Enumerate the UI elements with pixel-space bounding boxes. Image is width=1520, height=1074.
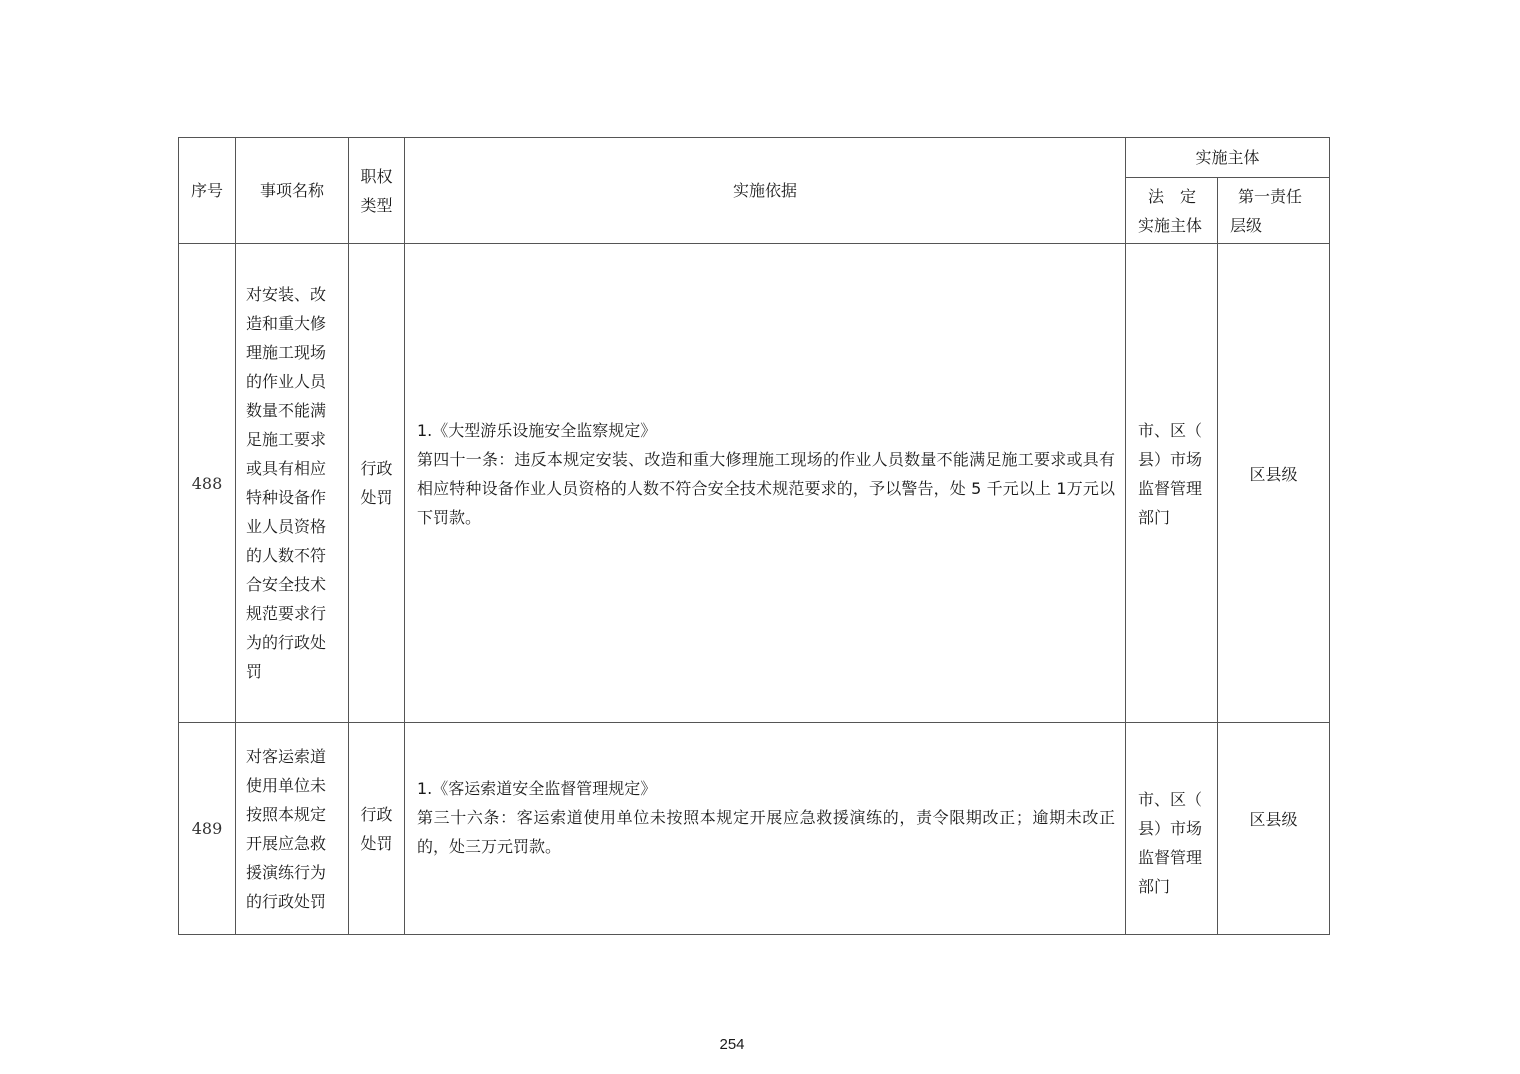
legal-line: 监督管理	[1138, 847, 1203, 867]
page-number: 254	[719, 1036, 745, 1053]
header-seq: 序号	[179, 138, 236, 244]
legal-line: 监督管理	[1138, 479, 1203, 498]
legal-line: 县）市场	[1138, 818, 1203, 838]
legal-line: 市、区（	[1138, 789, 1203, 809]
header-level-line1: 第一责任	[1238, 186, 1303, 206]
name-line: 按照本规定	[246, 804, 327, 824]
name-line: 合安全技术	[246, 575, 327, 594]
header-basis: 实施依据	[405, 138, 1126, 244]
row-seq: 489	[179, 723, 236, 935]
row-power-type	[349, 244, 405, 723]
row-basis	[405, 244, 1126, 723]
type-line: 处罚	[360, 488, 393, 507]
basis-title: 1.《客运索道安全监督管理规定》	[417, 779, 657, 798]
row-basis	[405, 723, 1126, 935]
legal-line: 县）市场	[1138, 450, 1203, 469]
name-line: 的作业人员	[246, 372, 327, 391]
header-legal-subject	[1126, 178, 1218, 244]
name-line: 罚	[246, 662, 263, 681]
basis-title: 1.《大型游乐设施安全监察规定》	[417, 421, 657, 440]
header-legal-subject-line1: 法 定	[1148, 186, 1197, 206]
header-power-type-line2: 类型	[360, 195, 393, 215]
name-line: 对安装、改	[246, 285, 327, 304]
name-line: 足施工要求	[246, 430, 327, 449]
row-power-type	[349, 723, 405, 935]
row-legal-subject	[1126, 244, 1218, 723]
type-line: 行政	[360, 804, 393, 824]
table-row	[179, 723, 1330, 935]
header-row-1	[179, 138, 1330, 178]
basis-text: 第四十一条：违反本规定安装、改造和重大修理施工现场的作业人员数量不能满足施工要求或具有相应特种设备作业人员资格的人数不符合安全技术规范要求的，予以警告，处 5 千元以上 1万元以下罚款。	[417, 450, 1115, 527]
name-line: 援演练行为	[246, 862, 327, 882]
header-subject-group: 实施主体	[1126, 138, 1330, 178]
header-power-type-line1: 职权	[360, 166, 393, 186]
row-legal-subject	[1126, 723, 1218, 935]
name-line: 或具有相应	[246, 459, 327, 478]
legal-line: 市、区（	[1138, 421, 1203, 440]
header-power-type	[349, 138, 405, 244]
row-seq: 488	[179, 244, 236, 723]
row-responsibility-level: 区县级	[1218, 723, 1330, 935]
name-line: 造和重大修	[246, 314, 327, 333]
legal-line: 部门	[1138, 508, 1171, 527]
basis-text: 第三十六条：客运索道使用单位未按照本规定开展应急救援演练的，责令限期改正；逾期未改正的，处三万元罚款。	[417, 808, 1115, 856]
name-line: 的行政处罚	[246, 891, 327, 911]
name-line: 开展应急救	[246, 833, 327, 853]
header-item-name: 事项名称	[236, 138, 349, 244]
table-row	[179, 244, 1330, 723]
name-line: 为的行政处	[246, 633, 327, 652]
name-line: 规范要求行	[246, 604, 327, 623]
name-line: 理施工现场	[246, 343, 327, 362]
name-line: 对客运索道	[246, 746, 327, 766]
enforcement-items-table	[178, 137, 1330, 935]
legal-line: 部门	[1138, 876, 1171, 896]
name-line: 业人员资格	[246, 517, 327, 536]
name-line: 数量不能满	[246, 401, 327, 420]
header-legal-subject-line2: 实施主体	[1138, 215, 1203, 235]
header-level-line2: 层级	[1230, 215, 1263, 235]
name-line: 使用单位未	[246, 775, 327, 795]
name-line: 特种设备作	[246, 488, 327, 507]
row-item-name	[236, 723, 349, 935]
row-item-name	[236, 244, 349, 723]
type-line: 处罚	[360, 833, 393, 853]
row-responsibility-level: 区县级	[1218, 244, 1330, 723]
header-responsibility-level	[1218, 178, 1330, 244]
type-line: 行政	[360, 459, 393, 478]
name-line: 的人数不符	[246, 546, 327, 565]
